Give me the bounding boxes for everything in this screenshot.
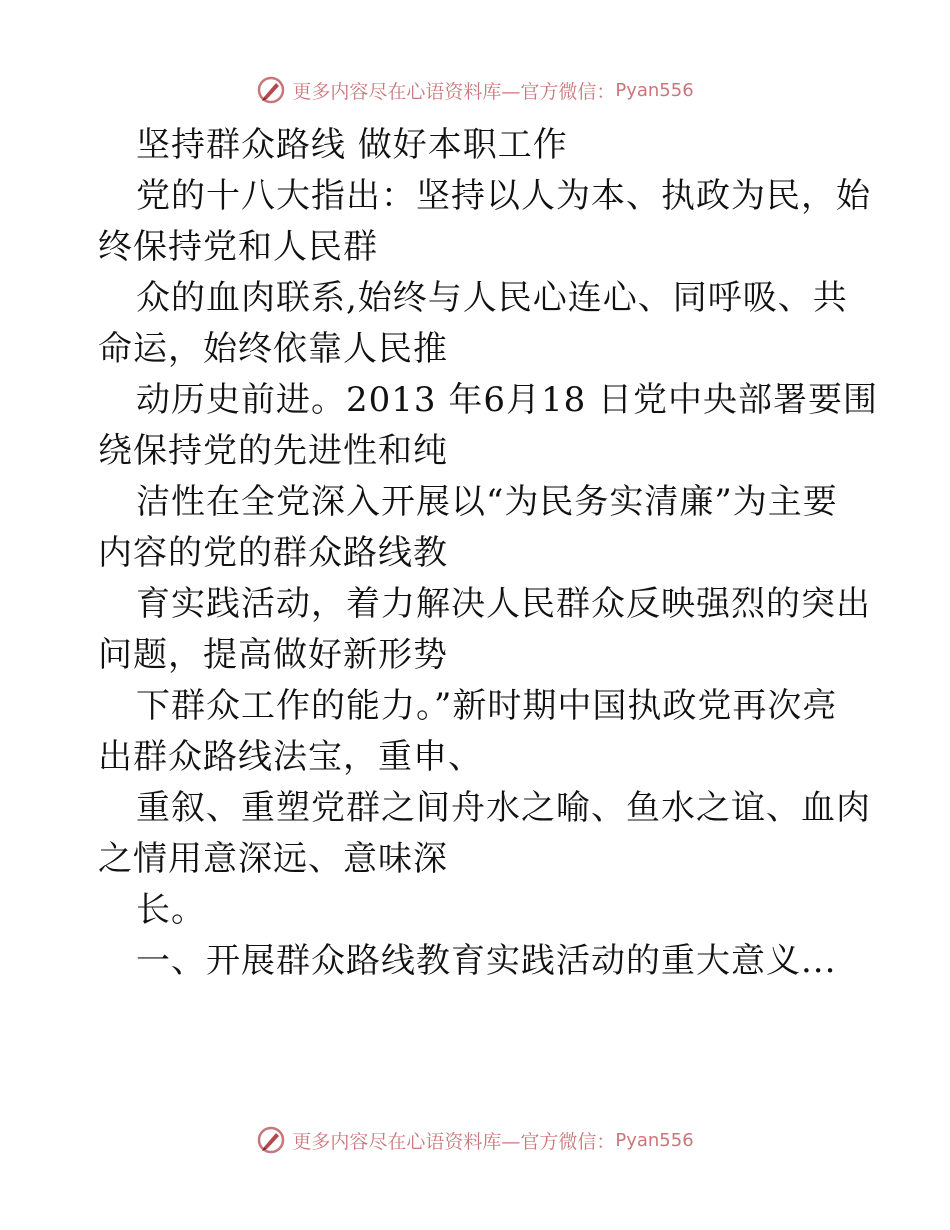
paragraph-line: 出群众路线法宝，重申、 [98,737,483,777]
footer-watermark [0,1120,950,1160]
document-title: 坚持群众路线 做好本职工作 [136,125,568,165]
paragraph-line: 洁性在全党深入开展以“为民务实清廉”为主要 [136,482,838,522]
watermark-handle: Pyan556 [615,1129,694,1151]
paragraph-line: 终保持党和人民群 [98,227,378,267]
paragraph-line: 问题，提高做好新形势 [98,635,448,675]
paragraph-line: 绕保持党的先进性和纯 [98,431,448,471]
paragraph-line: 长。 [136,890,206,930]
watermark-handle: Pyan556 [615,79,694,101]
watermark-text: 更多内容尽在心语资料库—官方微信： [292,1130,616,1153]
pen-logo-icon [256,1125,286,1155]
pen-logo-icon [256,75,286,105]
watermark-text: 更多内容尽在心语资料库—官方微信： [292,80,616,103]
document-body [98,120,879,987]
paragraph-line: 育实践活动，着力解决人民群众反映强烈的突出 [136,584,871,624]
paragraph-line: 党的十八大指出：坚持以人为本、执政为民，始 [136,176,871,216]
paragraph-line: 命运，始终依靠人民推 [98,329,448,369]
paragraph-line: 下群众工作的能力。”新时期中国执政党再次亮 [136,686,838,726]
paragraph-line: 之情用意深远、意味深 [98,839,448,879]
paragraph-line: 一、开展群众路线教育实践活动的重大意义... [136,941,837,981]
paragraph-line: 内容的党的群众路线教 [98,533,448,573]
paragraph-line: 动历史前进。2013 年6月18 日党中央部署要围 [136,380,879,420]
paragraph-line: 众的血肉联系,始终与人民心连心、同呼吸、共 [136,278,848,318]
paragraph-line: 重叙、重塑党群之间舟水之喻、鱼水之谊、血肉 [136,788,871,828]
header-watermark [0,70,950,110]
